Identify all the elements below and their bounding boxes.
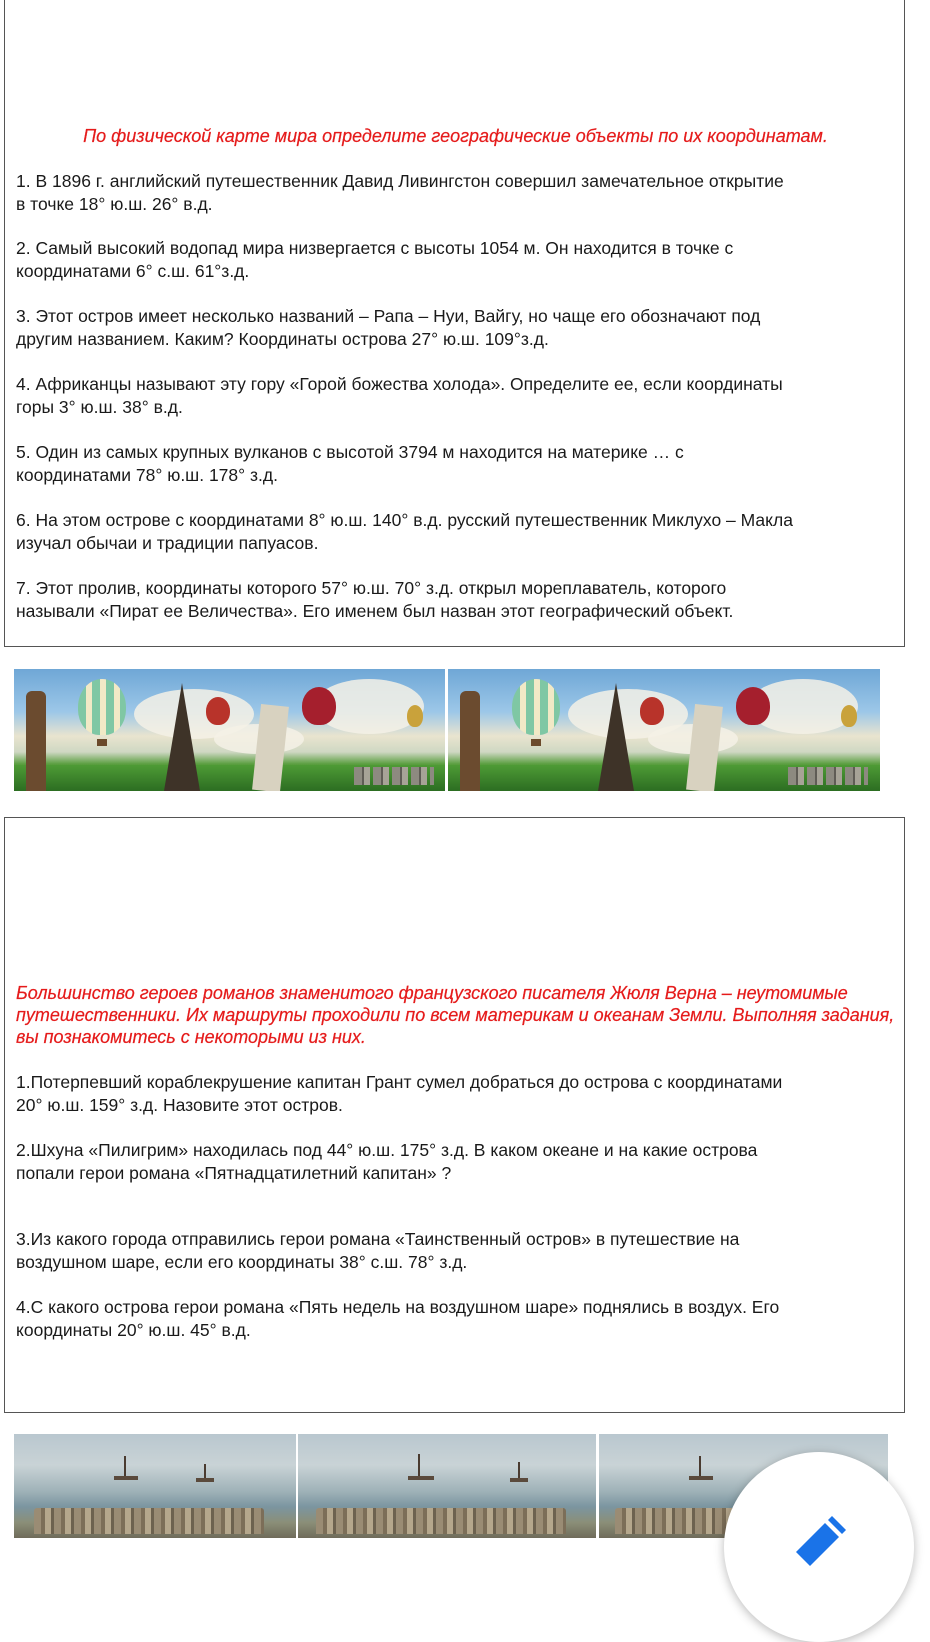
card2-heading: Большинство героев романов знаменитого французского писателя Жюля Верна – неутомимые путешественники. Их маршруты проходили по всем материкам и океанам Земли. Выполняя задания, вы познакомитесь с некоторыми из них. [16,983,895,1047]
banner-panel-left [14,669,445,791]
card1-task-3: 3. Этот остров имеет несколько названий – Рапа – Нуи, Вайгу, но чаще его обозначают под другим названием. Каким? Координаты острова 27° ю.ш. 109°з.д. [16,306,761,349]
balloon-icon [841,705,857,727]
balloon-icon [78,679,126,735]
big-ben-icon [460,691,480,791]
card1-heading: По физической карте мира определите географические объекты по их координатам. [83,126,828,146]
card1-task-2: 2. Самый высокий водопад мира низвергается с высоты 1054 м. Он находится в точке с координатами 6° с.ш. 61°з.д. [16,238,734,281]
landmarks-balloons-banner [14,669,880,791]
stonehenge-icon [788,767,868,785]
balloon-icon [206,697,230,725]
stonehenge-icon [354,767,434,785]
harbor-panel-1 [14,1434,296,1538]
card1-task-5: 5. Один из самых крупных вулканов с высотой 3794 м находится на материке … с координатами 78° ю.ш. 178° з.д. [16,442,684,485]
card1-task-1: 1. В 1896 г. английский путешественник Давид Ливингстон совершил замечательное открытие в точке 18° ю.ш. 26° в.д. [16,171,784,214]
card2-task-3: 3.Из какого города отправились герои романа «Таинственный остров» в путешествие на воздушном шаре, если его координаты 38° с.ш. 78° з.д. [16,1229,740,1272]
balloon-icon [736,687,770,725]
card2-task-1: 1.Потерпевший кораблекрушение капитан Грант сумел добраться до острова с координатами 20° ю.ш. 159° з.д. Назовите этот остров. [16,1072,783,1115]
eiffel-tower-icon [164,683,200,791]
edit-fab-button[interactable] [724,1452,914,1642]
pencil-icon [790,1510,854,1574]
balloon-icon [302,687,336,725]
card2-task-2: 2.Шхуна «Пилигрим» находилась под 44° ю.ш. 175° з.д. В каком океане и на какие острова попали герои романа «Пятнадцатилетний капитан» ? [16,1140,758,1183]
balloon-icon [640,697,664,725]
eiffel-tower-icon [598,683,634,791]
banner-panel-right [448,669,880,791]
card1-task-4: 4. Африканцы называют эту гору «Горой божества холода». Определите ее, если координаты горы 3° ю.ш. 38° в.д. [16,374,783,417]
card2-task-4: 4.С какого острова герои романа «Пять недель на воздушном шаре» поднялись в воздух. Его координаты 20° ю.ш. 45° в.д. [16,1297,780,1340]
harbor-panel-2 [298,1434,596,1538]
worksheet-card-jules-verne [4,817,905,1413]
worksheet-card-coordinates [4,0,905,647]
card1-task-7: 7. Этот пролив, координаты которого 57° ю.ш. 70° з.д. открыл мореплаватель, которого называли «Пират ее Величества». Его именем был назван этот географический объект. [16,578,734,621]
balloon-icon [407,705,423,727]
big-ben-icon [26,691,46,791]
balloon-icon [512,679,560,735]
card1-task-6: 6. На этом острове с координатами 8° ю.ш. 140° в.д. русский путешественник Миклухо – Макла изучал обычаи и традиции папуасов. [16,510,793,553]
